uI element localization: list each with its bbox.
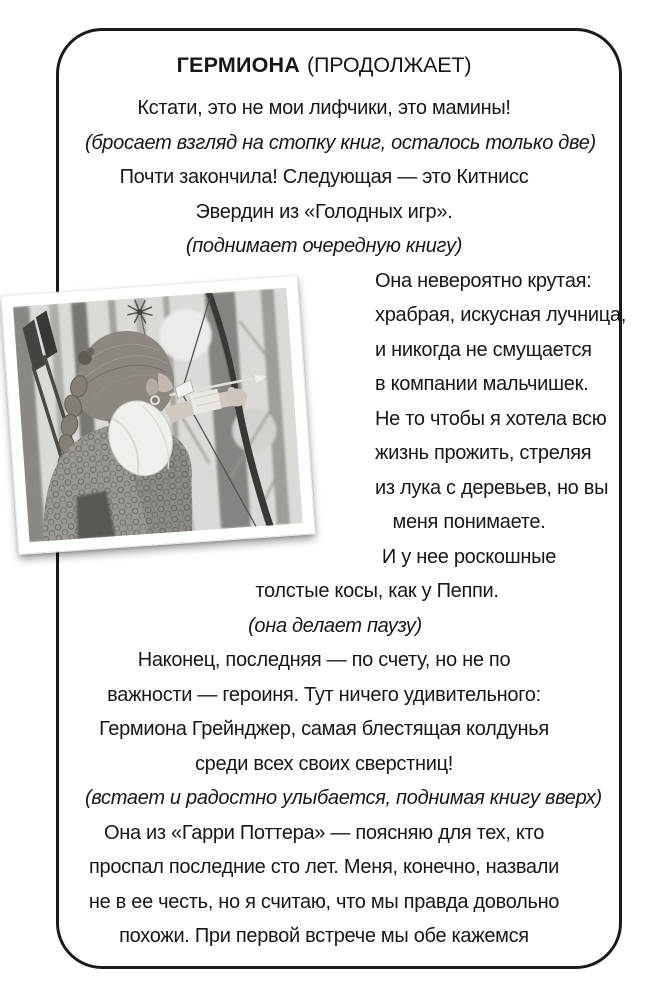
stage-direction-line: (она делает паузу): [248, 614, 422, 637]
dialogue-line: среди всех своих сверстниц!: [194, 752, 454, 775]
dialogue-line: Наконец, последняя — по счету, но не по: [137, 649, 511, 671]
character-heading: [85, 52, 563, 79]
dialogue-line: храбрая, искусная лучница,: [375, 304, 627, 326]
stage-direction-line: (встает и радостно улыбается, поднимая книгу вверх): [85, 787, 602, 809]
dialogue-line: из лука с деревьев, но вы: [375, 476, 609, 499]
dialogue-line: не в ее честь, но я считаю, что мы правда довольно: [88, 890, 560, 913]
girl-archer-photo: [13, 288, 303, 543]
dialogue-line: Она невероятно крутая:: [375, 269, 592, 292]
dialogue-line: в компании мальчишек.: [375, 373, 589, 395]
speaker-name: ГЕРМИОНА: [176, 53, 300, 77]
dialogue-line: проспал последние сто лет. Меня, конечно, назвали: [88, 856, 559, 878]
dialogue-line: Эвердин из «Голодных игр».: [195, 200, 453, 223]
dialogue-line: и никогда не смущается: [375, 338, 592, 361]
archer-photo-polaroid: [1, 276, 314, 554]
stage-direction-line: (бросает взгляд на стопку книг, осталось только две): [85, 131, 596, 154]
dialogue-line: толстые косы, как у Пеппи.: [255, 580, 499, 602]
dialogue-line: Гермиона Грейнджер, самая блестящая колдунья: [99, 718, 549, 740]
dialogue-line: И у нее роскошные: [381, 545, 557, 568]
speaker-stage-direction: (ПРОДОЛЖАЕТ): [307, 53, 472, 77]
stage-direction-line: (поднимает очередную книгу): [185, 235, 463, 257]
dialogue-line: Не то чтобы я хотела всю: [375, 407, 607, 430]
dialogue-line: важности — героиня. Тут ничего удивительного:: [107, 683, 541, 706]
dialogue-line: похожи. При первой встрече мы обе кажемся: [119, 925, 529, 947]
dialogue-line: Почти закончила! Следующая — это Китнисс: [119, 166, 529, 188]
dialogue-line: Она из «Гарри Поттера» — поясняю для тех, кто: [103, 821, 545, 844]
dialogue-line: жизнь прожить, стреляя: [375, 442, 592, 464]
dialogue-line: меня понимаете.: [392, 511, 546, 533]
dialogue-line: Кстати, это не мои лифчики, это мамины!: [137, 97, 511, 119]
